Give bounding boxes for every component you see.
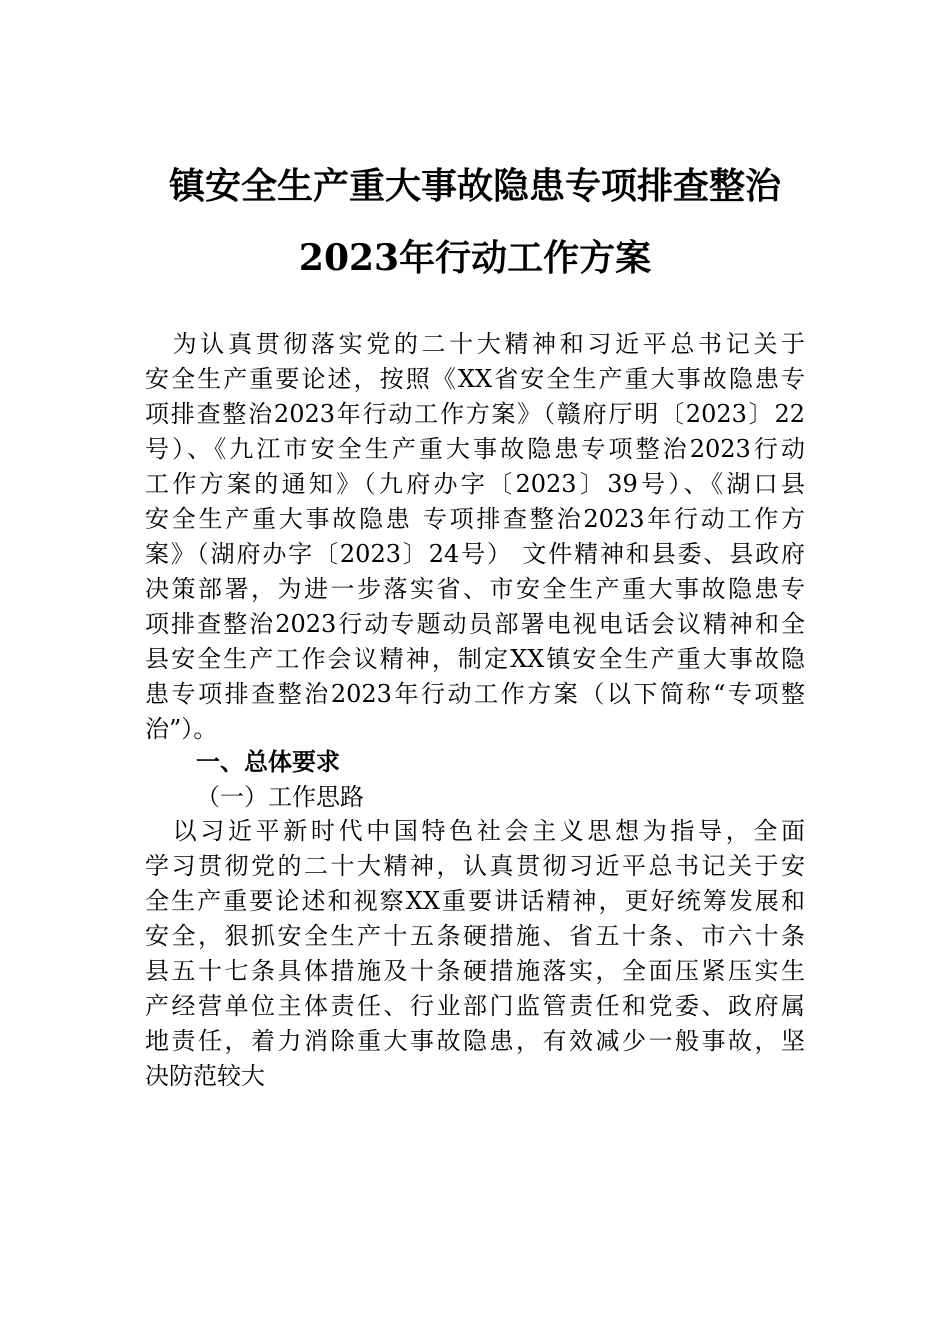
- body-paragraph-line: 县五十七条具体措施及十条硬措施落实，全面压紧压实生: [145, 957, 805, 985]
- intro-paragraph-line: 案》（湖府办字〔2023〕24号） 文件精神和县委、县政府: [145, 540, 805, 568]
- body-paragraph-line: 安全，狠抓安全生产十五条硬措施、省五十条、市六十条: [145, 922, 805, 950]
- intro-paragraph-line: 治”）。: [145, 715, 218, 743]
- intro-paragraph-line: 决策部署，为进一步落实省、市安全生产重大事故隐患专: [145, 575, 805, 603]
- intro-paragraph-line: 工作方案的通知》（九府办字〔2023〕39号）、《湖口县: [145, 470, 805, 498]
- section-heading: 一、总体要求: [196, 748, 340, 776]
- body-paragraph-line: 决防范较大: [145, 1062, 265, 1090]
- body-paragraph-line: 全生产重要论述和视察XX重要讲话精神，更好统筹发展和: [145, 887, 805, 915]
- document-title-line-2: 2023年行动工作方案: [298, 237, 652, 279]
- intro-paragraph-line: 患专项排查整治2023年行动工作方案（以下简称“专项整: [145, 680, 805, 708]
- intro-paragraph-line: 安全生产重要论述，按照《XX省安全生产重大事故隐患专: [145, 365, 805, 393]
- body-paragraph-line: 产经营单位主体责任、行业部门监管责任和党委、政府属: [145, 992, 805, 1020]
- intro-paragraph-line: 安全生产重大事故隐患 专项排查整治2023年行动工作方: [145, 505, 805, 533]
- intro-paragraph-line: 项排查整治2023行动专题动员部署电视电话会议精神和全: [145, 610, 805, 638]
- intro-paragraph-line: 项排查整治2023年行动工作方案》（赣府厅明〔2023〕22: [145, 400, 805, 428]
- subsection-heading: （一）工作思路: [196, 783, 364, 811]
- body-paragraph-line: 学习贯彻党的二十大精神，认真贯彻习近平总书记关于安: [145, 852, 805, 880]
- body-paragraph-line: 以习近平新时代中国特色社会主义思想为指导，全面: [145, 817, 805, 845]
- intro-paragraph-line: 为认真贯彻落实党的二十大精神和习近平总书记关于: [145, 330, 805, 358]
- body-paragraph-line: 地责任，着力消除重大事故隐患，有效减少一般事故，坚: [145, 1027, 805, 1055]
- document-title-line-1: 镇安全生产重大事故隐患专项排查整治: [168, 165, 781, 207]
- intro-paragraph-line: 县安全生产工作会议精神，制定XX镇安全生产重大事故隐: [145, 645, 805, 673]
- intro-paragraph-line: 号）、《九江市安全生产重大事故隐患专项整治2023行动: [145, 435, 805, 463]
